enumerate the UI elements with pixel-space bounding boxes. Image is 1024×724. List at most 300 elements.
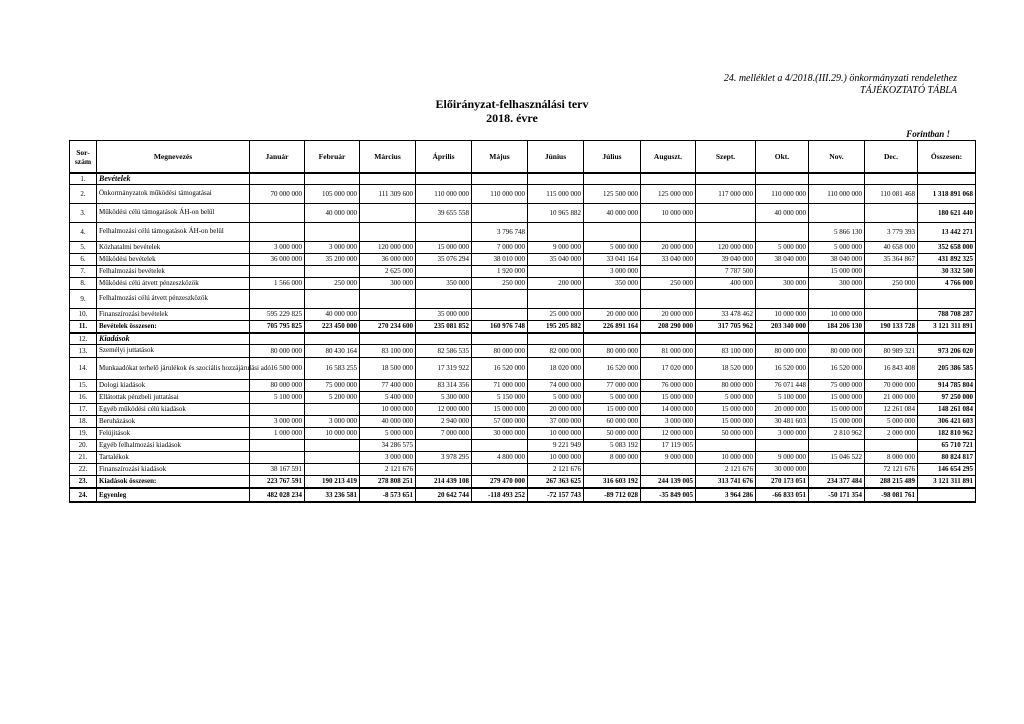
- cell-value: 5 000 000: [809, 241, 865, 253]
- cell-value: 80 000 000: [809, 344, 865, 357]
- cell-value: [696, 173, 756, 184]
- cell-value: -8 573 651: [360, 488, 416, 502]
- cell-value: 2 940 000: [416, 415, 472, 427]
- cell-value: 223 767 591: [250, 475, 305, 488]
- row-number: 13.: [70, 344, 97, 357]
- cell-value: 82 000 000: [528, 344, 584, 357]
- page-year: 2018. évre: [486, 111, 538, 125]
- cell-value: [360, 222, 416, 241]
- cell-value: 205 386 585: [918, 357, 976, 379]
- cell-value: 250 000: [865, 277, 918, 289]
- row-label: Finanszírozási kiadások: [97, 463, 250, 475]
- cell-value: [305, 451, 360, 463]
- cell-value: 111 309 600: [360, 184, 416, 203]
- cell-value: -66 833 051: [756, 488, 809, 502]
- cell-value: 180 621 440: [918, 203, 976, 222]
- cell-value: 7 000 000: [416, 427, 472, 439]
- cell-value: -98 081 761: [865, 488, 918, 502]
- cell-value: 21 000 000: [865, 391, 918, 403]
- cell-value: [250, 451, 305, 463]
- cell-value: [641, 173, 696, 184]
- cell-value: 3 000 000: [250, 241, 305, 253]
- cell-value: [584, 333, 641, 344]
- cell-value: [528, 173, 584, 184]
- cell-value: 10 000 000: [305, 427, 360, 439]
- cell-value: 80 000 000: [472, 344, 528, 357]
- cell-value: -50 171 354: [809, 488, 865, 502]
- cell-value: [809, 439, 865, 451]
- cell-value: [584, 289, 641, 308]
- cell-value: [250, 173, 305, 184]
- cell-value: 431 892 325: [918, 253, 976, 265]
- cell-value: 33 478 462: [696, 308, 756, 320]
- cell-value: [809, 463, 865, 475]
- cell-value: 20 000 000: [584, 308, 641, 320]
- cell-value: [696, 222, 756, 241]
- cell-value: 200 000: [528, 277, 584, 289]
- cell-value: 1 920 000: [472, 265, 528, 277]
- cell-value: 39 655 558: [416, 203, 472, 222]
- row-number: 6.: [70, 253, 97, 265]
- cell-value: 80 430 164: [305, 344, 360, 357]
- cell-value: 20 000 000: [641, 241, 696, 253]
- table-row: [70, 391, 976, 403]
- cell-value: 38 040 000: [756, 253, 809, 265]
- cell-value: 16 520 000: [809, 357, 865, 379]
- row-number: 5.: [70, 241, 97, 253]
- row-label: Ellátottak pénzbeli juttatásai: [97, 391, 250, 403]
- cell-value: [305, 173, 360, 184]
- cell-value: 270 173 051: [756, 475, 809, 488]
- cell-value: [250, 289, 305, 308]
- cell-value: 317 705 962: [696, 320, 756, 333]
- table-row: [70, 344, 976, 357]
- cell-value: 288 215 489: [865, 475, 918, 488]
- row-number: 16.: [70, 391, 97, 403]
- cell-value: [641, 289, 696, 308]
- cell-value: [305, 289, 360, 308]
- cell-value: [305, 403, 360, 415]
- cell-value: 7 787 500: [696, 265, 756, 277]
- cell-value: [250, 203, 305, 222]
- row-label: Egyéb működési célú kiadások: [97, 403, 250, 415]
- cell-value: [641, 463, 696, 475]
- cell-value: [360, 308, 416, 320]
- row-number: 3.: [70, 203, 97, 222]
- cell-value: [865, 203, 918, 222]
- cell-value: [472, 308, 528, 320]
- cell-value: [756, 439, 809, 451]
- cell-value: [584, 463, 641, 475]
- cell-value: [809, 203, 865, 222]
- cell-value: 182 810 962: [918, 427, 976, 439]
- table-row: [70, 488, 976, 502]
- cell-value: [305, 222, 360, 241]
- row-label: Önkormányzatok működési támogatásai: [97, 184, 250, 203]
- cell-value: 40 000 000: [305, 308, 360, 320]
- cell-value: 4 800 000: [472, 451, 528, 463]
- cell-value: 5 150 000: [472, 391, 528, 403]
- cell-value: [756, 333, 809, 344]
- column-header: Július: [584, 141, 641, 174]
- cell-value: 250 000: [305, 277, 360, 289]
- cell-value: [696, 439, 756, 451]
- cell-value: [416, 265, 472, 277]
- cell-value: [472, 289, 528, 308]
- cell-value: 35 076 294: [416, 253, 472, 265]
- table-row: [70, 277, 976, 289]
- cell-value: [250, 403, 305, 415]
- cell-value: 110 000 000: [416, 184, 472, 203]
- table-row: [70, 333, 976, 344]
- column-header: Sor- szám: [70, 141, 97, 174]
- cell-value: 80 000 000: [756, 344, 809, 357]
- cell-value: 1 318 891 068: [918, 184, 976, 203]
- column-header: Dec.: [865, 141, 918, 174]
- cell-value: [305, 439, 360, 451]
- budget-plan-table: [69, 140, 976, 503]
- row-label: Közhatalmi bevételek: [97, 241, 250, 253]
- cell-value: -72 157 743: [528, 488, 584, 502]
- currency-unit: Forintban !: [906, 129, 950, 139]
- cell-value: [528, 222, 584, 241]
- cell-value: 15 000 000: [809, 415, 865, 427]
- cell-value: 250 000: [472, 277, 528, 289]
- cell-value: 914 785 804: [918, 379, 976, 391]
- cell-value: 12 000 000: [641, 427, 696, 439]
- cell-value: 74 000 000: [528, 379, 584, 391]
- row-number: 8.: [70, 277, 97, 289]
- cell-value: [918, 333, 976, 344]
- cell-value: 20 642 744: [416, 488, 472, 502]
- row-label: Személyi juttatások: [97, 344, 250, 357]
- cell-value: 313 741 676: [696, 475, 756, 488]
- cell-value: [416, 289, 472, 308]
- cell-value: [865, 173, 918, 184]
- cell-value: 83 100 000: [696, 344, 756, 357]
- cell-value: 7 000 000: [472, 241, 528, 253]
- cell-value: [696, 203, 756, 222]
- cell-value: 75 000 000: [809, 379, 865, 391]
- cell-value: 300 000: [809, 277, 865, 289]
- row-label: Felhalmozási célú támogatások ÁH-on belül: [97, 222, 250, 241]
- row-number: 2.: [70, 184, 97, 203]
- cell-value: 83 100 000: [360, 344, 416, 357]
- page-title: Előirányzat-felhasználási terv: [435, 97, 589, 111]
- cell-value: 77 400 000: [360, 379, 416, 391]
- column-header: Összesen:: [918, 141, 976, 174]
- cell-value: 110 081 468: [865, 184, 918, 203]
- cell-value: 10 000 000: [641, 203, 696, 222]
- cell-value: 973 206 020: [918, 344, 976, 357]
- cell-value: 1 566 000: [250, 277, 305, 289]
- reference-note: 24. melléklet a 4/2018.(III.29.) önkormányzati rendelethez: [723, 73, 957, 84]
- cell-value: 10 000 000: [809, 308, 865, 320]
- cell-value: -89 712 028: [584, 488, 641, 502]
- info-table-label: TÁJÉKOZTATÓ TÁBLA: [860, 85, 957, 96]
- cell-value: 16 520 000: [756, 357, 809, 379]
- cell-value: 125 000 000: [641, 184, 696, 203]
- cell-value: 234 377 484: [809, 475, 865, 488]
- cell-value: 75 000 000: [305, 379, 360, 391]
- cell-value: 110 000 000: [756, 184, 809, 203]
- cell-value: [416, 463, 472, 475]
- cell-value: 14 000 000: [641, 403, 696, 415]
- cell-value: 2 121 676: [696, 463, 756, 475]
- column-header: Május: [472, 141, 528, 174]
- row-number: 11.: [70, 320, 97, 333]
- row-label: Dologi kiadások: [97, 379, 250, 391]
- row-label: Beruházások: [97, 415, 250, 427]
- cell-value: 117 000 000: [696, 184, 756, 203]
- cell-value: 5 000 000: [584, 391, 641, 403]
- cell-value: -35 849 005: [641, 488, 696, 502]
- cell-value: 5 300 000: [416, 391, 472, 403]
- cell-value: 80 989 321: [865, 344, 918, 357]
- cell-value: 81 000 000: [641, 344, 696, 357]
- cell-value: 72 121 676: [865, 463, 918, 475]
- cell-value: 39 040 000: [696, 253, 756, 265]
- cell-value: 10 000 000: [756, 308, 809, 320]
- cell-value: [528, 289, 584, 308]
- column-header: Március: [360, 141, 416, 174]
- column-header: Január: [250, 141, 305, 174]
- cell-value: [865, 289, 918, 308]
- cell-value: 250 000: [641, 277, 696, 289]
- row-number: 23.: [70, 475, 97, 488]
- cell-value: 208 290 000: [641, 320, 696, 333]
- cell-value: [809, 289, 865, 308]
- cell-value: [416, 439, 472, 451]
- cell-value: 279 470 000: [472, 475, 528, 488]
- cell-value: 10 000 000: [360, 403, 416, 415]
- cell-value: [696, 289, 756, 308]
- cell-value: 5 000 000: [360, 427, 416, 439]
- row-number: 20.: [70, 439, 97, 451]
- cell-value: [360, 289, 416, 308]
- cell-value: 3 121 311 891: [918, 320, 976, 333]
- cell-value: 18 020 000: [528, 357, 584, 379]
- cell-value: 12 000 000: [416, 403, 472, 415]
- row-label: Felhalmozási bevételek: [97, 265, 250, 277]
- cell-value: 5 866 130: [809, 222, 865, 241]
- cell-value: 120 000 000: [360, 241, 416, 253]
- cell-value: 35 000 000: [416, 308, 472, 320]
- cell-value: 33 041 164: [584, 253, 641, 265]
- table-row: [70, 451, 976, 463]
- column-header: Okt.: [756, 141, 809, 174]
- cell-value: [250, 333, 305, 344]
- row-label: Tartalékok: [97, 451, 250, 463]
- cell-value: 16 843 408: [865, 357, 918, 379]
- cell-value: 16 500 000: [250, 357, 305, 379]
- cell-value: 190 213 419: [305, 475, 360, 488]
- cell-value: [584, 222, 641, 241]
- cell-value: 50 000 000: [696, 427, 756, 439]
- table-row: [70, 241, 976, 253]
- cell-value: 8 000 000: [584, 451, 641, 463]
- cell-value: [416, 222, 472, 241]
- cell-value: 80 000 000: [696, 379, 756, 391]
- cell-value: 77 000 000: [584, 379, 641, 391]
- row-number: 17.: [70, 403, 97, 415]
- cell-value: [756, 265, 809, 277]
- row-number: 15.: [70, 379, 97, 391]
- cell-value: 15 000 000: [641, 391, 696, 403]
- cell-value: 788 708 287: [918, 308, 976, 320]
- cell-value: 120 000 000: [696, 241, 756, 253]
- cell-value: 30 000 000: [472, 427, 528, 439]
- cell-value: [809, 333, 865, 344]
- cell-value: 3 978 295: [416, 451, 472, 463]
- cell-value: 34 286 575: [360, 439, 416, 451]
- column-header: Február: [305, 141, 360, 174]
- table-row: [70, 289, 976, 308]
- cell-value: [360, 203, 416, 222]
- cell-value: 36 000 000: [250, 253, 305, 265]
- row-number: 18.: [70, 415, 97, 427]
- cell-value: 5 000 000: [696, 391, 756, 403]
- cell-value: 35 040 000: [528, 253, 584, 265]
- table-row: [70, 173, 976, 184]
- cell-value: 5 083 192: [584, 439, 641, 451]
- cell-value: [641, 333, 696, 344]
- cell-value: 110 000 000: [472, 184, 528, 203]
- cell-value: 40 000 000: [756, 203, 809, 222]
- cell-value: 2 810 962: [809, 427, 865, 439]
- cell-value: 3 000 000: [360, 451, 416, 463]
- row-label: Kiadások összesen:: [97, 475, 250, 488]
- cell-value: 235 081 852: [416, 320, 472, 333]
- cell-value: 2 625 000: [360, 265, 416, 277]
- cell-value: 3 000 000: [250, 415, 305, 427]
- cell-value: 5 100 000: [250, 391, 305, 403]
- cell-value: [809, 173, 865, 184]
- cell-value: 3 000 000: [584, 265, 641, 277]
- table-body: [70, 173, 976, 502]
- cell-value: 30 000 000: [756, 463, 809, 475]
- cell-value: 110 000 000: [809, 184, 865, 203]
- cell-value: 400 000: [696, 277, 756, 289]
- cell-value: 71 000 000: [472, 379, 528, 391]
- cell-value: 20 000 000: [641, 308, 696, 320]
- cell-value: 80 824 817: [918, 451, 976, 463]
- cell-value: 97 250 000: [918, 391, 976, 403]
- row-label: Felújítások: [97, 427, 250, 439]
- cell-value: [584, 173, 641, 184]
- table-row: [70, 184, 976, 203]
- cell-value: [416, 333, 472, 344]
- cell-value: 9 000 000: [756, 451, 809, 463]
- row-label: Bevételek összesen:: [97, 320, 250, 333]
- table-row: [70, 415, 976, 427]
- cell-value: 300 000: [756, 277, 809, 289]
- table-row: [70, 475, 976, 488]
- table-row: [70, 379, 976, 391]
- cell-value: 76 000 000: [641, 379, 696, 391]
- cell-value: 203 340 000: [756, 320, 809, 333]
- cell-value: 65 710 721: [918, 439, 976, 451]
- cell-value: 37 000 000: [528, 415, 584, 427]
- cell-value: 3 000 000: [305, 241, 360, 253]
- cell-value: [360, 173, 416, 184]
- cell-value: 40 000 000: [360, 415, 416, 427]
- cell-value: 270 234 600: [360, 320, 416, 333]
- cell-value: 2 121 676: [528, 463, 584, 475]
- table-row: [70, 427, 976, 439]
- cell-value: 482 028 234: [250, 488, 305, 502]
- cell-value: 12 261 084: [865, 403, 918, 415]
- cell-value: 57 000 000: [472, 415, 528, 427]
- cell-value: 5 200 000: [305, 391, 360, 403]
- cell-value: 595 229 825: [250, 308, 305, 320]
- cell-value: 15 046 522: [809, 451, 865, 463]
- cell-value: 16 520 000: [584, 357, 641, 379]
- cell-value: 9 000 000: [641, 451, 696, 463]
- cell-value: 223 450 000: [305, 320, 360, 333]
- cell-value: 15 000 000: [809, 403, 865, 415]
- cell-value: 146 654 295: [918, 463, 976, 475]
- row-number: 21.: [70, 451, 97, 463]
- table-header-row: [70, 141, 976, 174]
- row-number: 24.: [70, 488, 97, 502]
- table-row: [70, 222, 976, 241]
- row-label: Kiadások: [97, 333, 250, 344]
- row-label: Működési célú átvett pénzeszközök: [97, 277, 250, 289]
- cell-value: 15 000 000: [696, 403, 756, 415]
- row-number: 19.: [70, 427, 97, 439]
- cell-value: [865, 265, 918, 277]
- cell-value: 105 000 000: [305, 184, 360, 203]
- column-header: Auguszt.: [641, 141, 696, 174]
- cell-value: 5 000 000: [865, 415, 918, 427]
- cell-value: 9 221 949: [528, 439, 584, 451]
- row-number: 1.: [70, 173, 97, 184]
- cell-value: 50 000 000: [584, 427, 641, 439]
- cell-value: 70 000 000: [250, 184, 305, 203]
- cell-value: [250, 265, 305, 277]
- cell-value: [305, 265, 360, 277]
- cell-value: [472, 333, 528, 344]
- cell-value: 5 100 000: [756, 391, 809, 403]
- cell-value: [756, 289, 809, 308]
- cell-value: 244 139 005: [641, 475, 696, 488]
- cell-value: 40 000 000: [305, 203, 360, 222]
- row-number: 10.: [70, 308, 97, 320]
- cell-value: [918, 488, 976, 502]
- cell-value: 33 040 000: [641, 253, 696, 265]
- cell-value: 20 000 000: [528, 403, 584, 415]
- row-number: 12.: [70, 333, 97, 344]
- cell-value: 38 010 000: [472, 253, 528, 265]
- table-row: [70, 308, 976, 320]
- cell-value: 3 796 748: [472, 222, 528, 241]
- row-label: Egyéb felhalmozási kiadások: [97, 439, 250, 451]
- cell-value: 184 206 130: [809, 320, 865, 333]
- cell-value: [696, 333, 756, 344]
- cell-value: [918, 173, 976, 184]
- cell-value: 15 000 000: [809, 265, 865, 277]
- cell-value: 300 000: [360, 277, 416, 289]
- cell-value: -118 493 252: [472, 488, 528, 502]
- cell-value: [250, 439, 305, 451]
- cell-value: 316 603 192: [584, 475, 641, 488]
- cell-value: [865, 333, 918, 344]
- table-row: [70, 403, 976, 415]
- cell-value: 76 071 448: [756, 379, 809, 391]
- cell-value: 16 520 000: [472, 357, 528, 379]
- cell-value: 10 000 000: [696, 451, 756, 463]
